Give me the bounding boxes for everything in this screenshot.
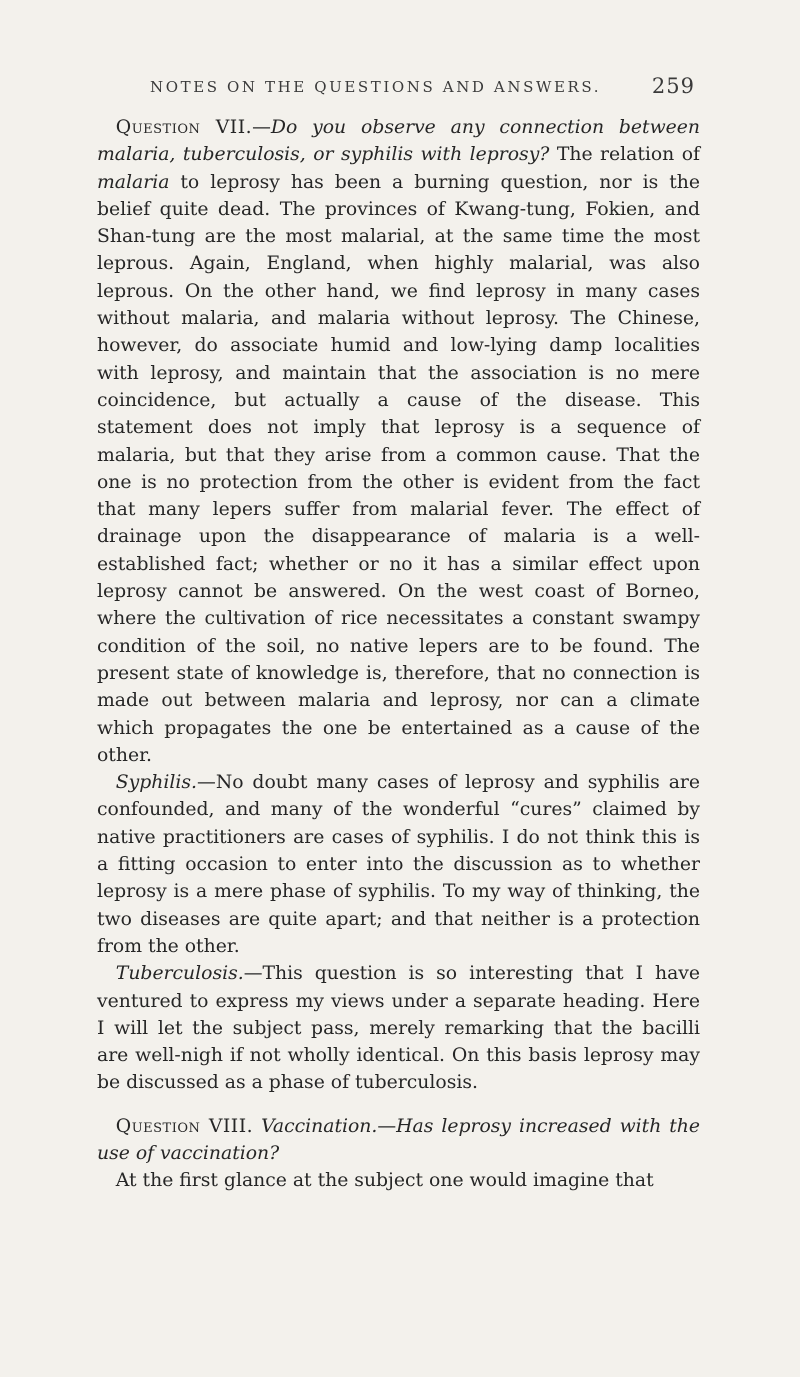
page-body	[97, 114, 700, 1195]
question-eight-answer	[97, 1167, 700, 1194]
question-eight-title: Vaccination.	[261, 1115, 378, 1137]
question-eight-answer-text: At the first glance at the subject one would imagine that	[115, 1170, 654, 1192]
syphilis-heading: Syphilis.	[115, 772, 198, 794]
malaria-emphasis: malaria	[97, 171, 170, 193]
question-seven-dash: —	[252, 117, 271, 138]
question-seven-label: Question VII.	[115, 117, 253, 138]
question-seven-text: Do you observe any connection between malaria, tuberculosis, or syphilis with leprosy?	[97, 117, 700, 166]
syphilis-paragraph	[97, 769, 700, 960]
question-seven-paragraph	[97, 114, 700, 769]
tuberculosis-paragraph	[97, 960, 700, 1096]
running-title: NOTES ON THE QUESTIONS AND ANSWERS.	[150, 78, 602, 96]
question-eight-dash: —	[377, 1115, 397, 1137]
running-header	[150, 74, 695, 98]
question-eight-label: Question VIII.	[115, 1115, 254, 1137]
page-number: 259	[651, 74, 695, 98]
question-eight-text: Has leprosy increased with the use of vaccination?	[97, 1115, 700, 1164]
question-eight-paragraph	[97, 1113, 700, 1168]
tuberculosis-heading: Tuberculosis.	[115, 963, 244, 985]
syphilis-text: —No doubt many cases of leprosy and syphilis are confounded, and many of the wonderful “cures” claimed by native practitioners are cases of syphilis. I do not think this is a fitting occasion to enter into the discussion as to whether leprosy is a mere phase of syphilis. To my way of thinking, the two diseases are quite apart; and that neither is a protection from the other.	[97, 772, 700, 957]
answer-text-b: to leprosy has been a burning question, nor is the belief quite dead. The provinces of Kwang-tung, Fokien, and Shan-tung are the most malarial, at the same time the most leprous. Again, England, when highly malarial, was also leprous. On the other hand, we find leprosy in many cases without malaria, and malaria without leprosy. The Chinese, however, do associate humid and low-lying damp localities with leprosy, and maintain that the association is no mere coincidence, but actually a cause of the disease. This statement does not imply that leprosy is a sequence of malaria, but that they arise from a common cause. That the one is no protection from the other is evident from the fact that many lepers suffer from malarial fever. The effect of drainage upon the disappearance of malaria is a well-established fact; whether or no it has a similar effect upon leprosy cannot be answered. On the west coast of Borneo, where the cultivation of rice necessitates a constant swampy condition of the soil, no native lepers are to be found. The present state of knowledge is, therefore, that no connection is made out between malaria and leprosy, nor can a climate which propagates the one be entertained as a cause of the other.	[97, 171, 700, 766]
answer-text-a: The relation of	[549, 144, 700, 166]
tuberculosis-text: —This question is so interesting that I have ventured to express my views under a separate heading. Here I will let the subject pass, merely remarking that the bacilli are well-nigh if not wholly identical. On this basis leprosy may be discussed as a phase of tuberculosis.	[97, 963, 700, 1094]
